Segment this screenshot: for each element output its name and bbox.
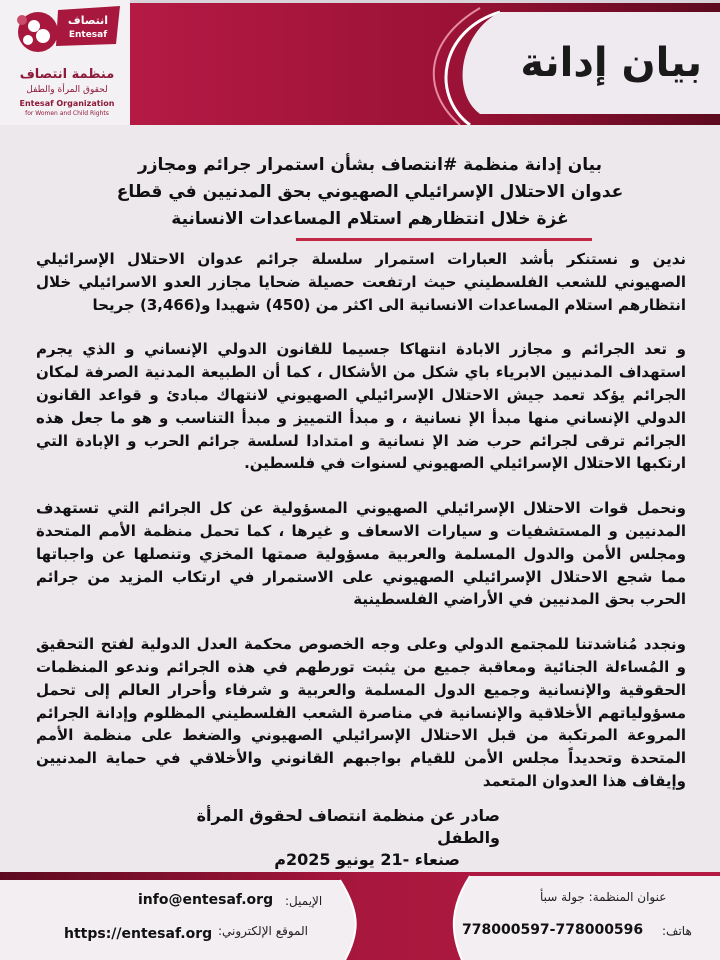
paragraph: ونجدد مُناشدتنا للمجتمع الدولي وعلى وجه الخصوص محكمة العدل الدولية لفتح التحقيق و المُساءلة الجنائية ومعاقبة جميع من يثبت تورطهم في هذه الجرائم وندعو المنظمات الحقوقية والإنسانية وجميع الدول المسلمة والعربية و شرفاء وأحرار العالم إلى تحمل مسؤولياتهم الأخلاقية والإنسانية في مناصرة الشعب الفلسطيني المظلوم وإدانة الجرائم المروعة المرتكبة من قبل الاحتلال الإسرائيلي الصهيوني والضغط على منظمة الأمم المتحدة وتحديداً مجلس الأمن للقيام بواجبهم القانوني والأخلاقي في حماية المدنيين وإيقاف هذا العدوان المتعمد <box>36 635 686 790</box>
signature-block <box>160 805 500 871</box>
email-link[interactable]: info@entesaf.org <box>138 892 274 908</box>
paragraph: و تعد الجرائم و مجازر الابادة انتهاكا جسيما للقانون الدولي الإنساني و الذي يجرم استهداف المدنيين الابرياء باي شكل من الأشكال ، كما أن الطبيعة المدنية الصرفة لمكان الجرائم يؤكد تعمد جيش الاحتلال الإسرائيلي الصهيوني لانتهاك مبادئ و قواعد القانون الدولي الإنساني منها مبدأ الإ نسانية ، و مبدأ التمييز و مبدأ التناسب و هو ما جعل هذه الجرائم ترقى لجرائم حرب ضد الإ نسانية و امتدادا لسلسة جرائم الحرب و الإبادة التي ارتكبها الاحتلال الإسرائيلي الصهيوني لسنوات في فلسطين. <box>36 340 686 473</box>
logo-banner-ar: انتصاف <box>67 14 109 27</box>
phone-number[interactable]: 778000597-778000596 <box>462 922 644 938</box>
email-label: الإيميل: <box>285 894 323 908</box>
statement-body <box>36 248 686 815</box>
website-label: الموقع الإلكتروني: <box>218 924 308 938</box>
logo-name-ar: منظمة انتصاف <box>19 67 115 82</box>
statement-title: بيان إدانة <box>520 40 702 86</box>
organization-logo <box>0 0 130 125</box>
logo-banner-en: Entesaf <box>68 30 108 40</box>
title-panel <box>440 12 720 114</box>
paragraph: ونحمل قوات الاحتلال الإسرائيلي الصهيوني المسؤولية عن كل الجرائم التي تستهدف المدنيين و المستشفيات و سيارات الاسعاف و غيرها ، كما تحمل منظمة الأمم المتحدة ومجلس الأمن والدول المسلمة والعربية مسؤولية صمتها المخزي وتنصلها عن واجباتها مما شجع الاحتلال الإسرائيلي الصهيوني على الاستمرار في ارتكاب المزيد من جرائم الحرب بحق المدنيين في الأراضي الفلسطينية <box>36 499 686 609</box>
website-link[interactable]: https://entesaf.org <box>64 926 213 942</box>
address-label: عنوان المنظمة: جولة سبأ <box>540 890 667 904</box>
logo-subtitle-en: for Women and Child Rights <box>25 110 109 117</box>
date-line: صنعاء -21 يونيو 2025م <box>274 850 460 869</box>
statement-headline: بيان إدانة منظمة #انتصاف بشأن استمرار جرائم ومجازر عدوان الاحتلال الإسرائيلي الصهيوني بحق المدنيين في قطاع غزة خلال انتظارهم استلام المساعدات الانسانية <box>116 155 624 229</box>
logo-mark-icon <box>8 4 124 68</box>
footer-background <box>0 872 720 960</box>
header <box>0 0 720 125</box>
paragraph: ندين و نستنكر بأشد العبارات استمرار سلسلة جرائم عدوان الاحتلال الإسرائيلي الصهيوني للشعب الفلسطيني حيث ارتفعت حصيلة ضحايا مجازر العدو الاسرائيلي خلال انتظارهم استلام المساعدات الانسانية الى اكثر من (450) شهيدا و(3,466) جريحا <box>36 250 686 314</box>
logo-name-en: Entesaf Organization <box>19 99 115 108</box>
title-divider <box>296 238 592 241</box>
phone-label: هاتف: <box>662 924 692 938</box>
footer <box>0 872 720 960</box>
issuer-line: صادر عن منظمة انتصاف لحقوق المرأة والطفل <box>196 806 500 847</box>
logo-subtitle-ar: لحقوق المرأة والطفل <box>26 85 108 95</box>
